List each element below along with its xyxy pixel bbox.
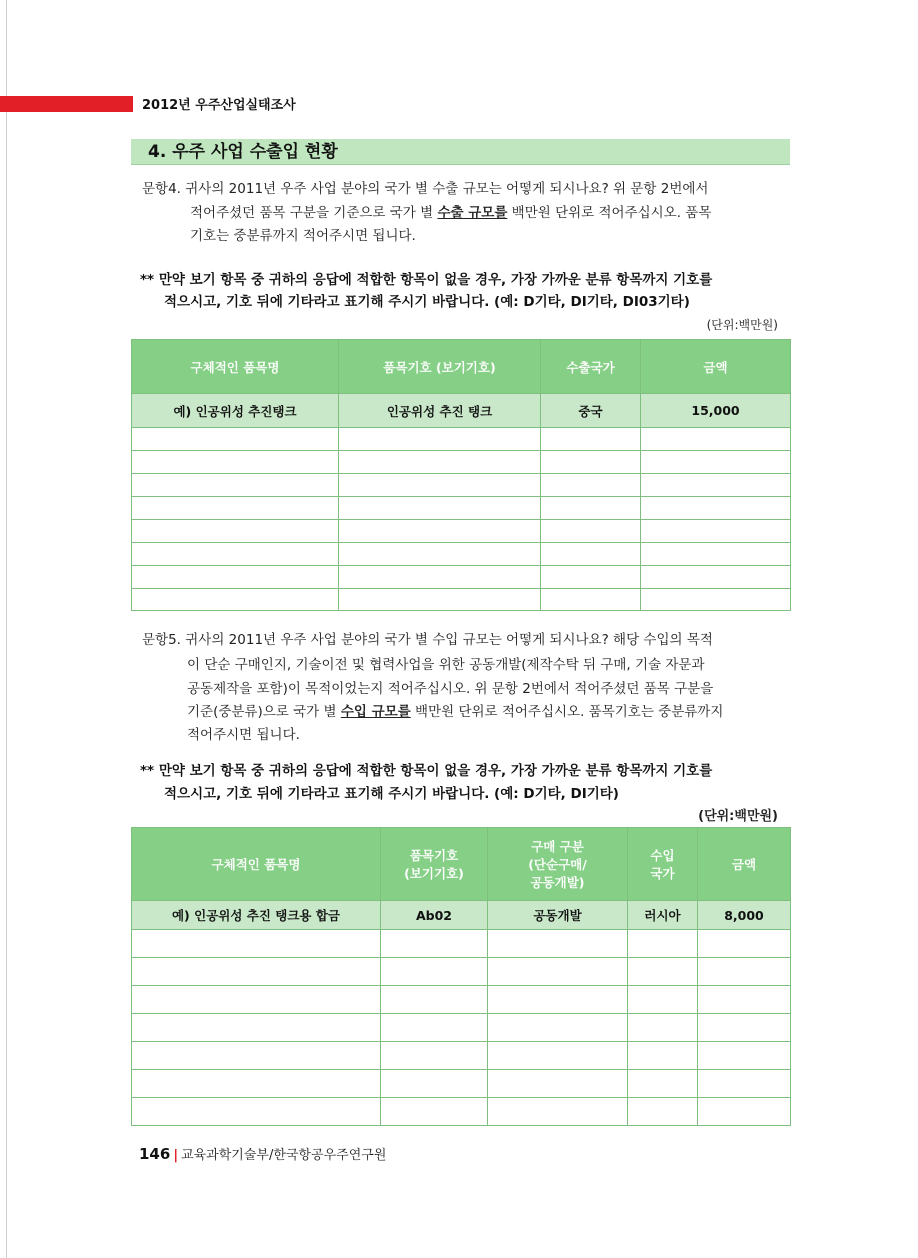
export-blank-row[interactable] xyxy=(132,474,791,497)
import-blank-row[interactable] xyxy=(132,1098,791,1126)
export-blank-row[interactable] xyxy=(132,451,791,474)
section-title: 4. 우주 사업 수출입 현황 xyxy=(131,139,790,165)
q4-note-2: 적으시고, 기호 뒤에 기타라고 표기해 주시기 바랍니다. (예: D기타, DI기타, DI03기타) xyxy=(164,294,690,310)
export-col-amount: 금액 xyxy=(641,340,791,394)
import-example-row xyxy=(132,901,791,930)
export-col-country: 수출국가 xyxy=(541,340,641,394)
q5-line-2: 이 단순 구매인지, 기술이전 및 협력사업을 위한 공동개발(제작수탁 뒤 구매, 기술 자문과 xyxy=(187,657,705,673)
import-example-item: 예) 인공위성 추진 탱크용 합금 xyxy=(132,901,381,930)
q4-note-1: ** 만약 보기 항목 중 귀하의 응답에 적합한 항목이 없을 경우, 가장 가까운 분류 항목까지 기호를 xyxy=(140,272,713,288)
q5-emphasis: 수입 규모를 xyxy=(340,704,411,720)
import-blank-row[interactable] xyxy=(132,958,791,986)
running-header: 2012년 우주산업실태조사 xyxy=(142,98,296,113)
import-example-purchase-type: 공동개발 xyxy=(488,901,628,930)
export-example-country: 중국 xyxy=(541,394,641,428)
import-example-code: Ab02 xyxy=(381,901,488,930)
import-blank-row[interactable] xyxy=(132,1070,791,1098)
import-table xyxy=(131,827,791,1126)
q4-label: 문항4. xyxy=(142,181,181,197)
footer-separator: | xyxy=(173,1148,179,1163)
import-blank-row[interactable] xyxy=(132,1042,791,1070)
q4-text-2a: 적어주셨던 품목 구분을 기준으로 국가 별 xyxy=(190,205,438,221)
export-blank-row[interactable] xyxy=(132,497,791,520)
export-blank-row[interactable] xyxy=(132,520,791,543)
q4-line-1 xyxy=(142,180,708,198)
q5-text-4a: 기준(중분류)으로 국가 별 xyxy=(187,704,341,720)
q5-label: 문항5. xyxy=(142,632,181,648)
export-col-item: 구체적인 품목명 xyxy=(132,340,339,394)
q5-line-3: 공동제작을 포함)이 목적이었는지 적어주십시오. 위 문항 2번에서 적어주셨던 품목 구분을 xyxy=(187,681,714,697)
page-footer xyxy=(139,1144,386,1163)
q5-text-1: 귀사의 2011년 우주 사업 분야의 국가 별 수입 규모는 어떻게 되시나요? 해당 수입의 목적 xyxy=(185,632,713,648)
q4-text-2b: 백만원 단위로 적어주십시오. 품목 xyxy=(507,205,712,221)
export-blank-row[interactable] xyxy=(132,543,791,566)
import-example-country: 러시아 xyxy=(628,901,698,930)
page-edge-line xyxy=(6,0,7,1258)
export-example-item: 예) 인공위성 추진탱크 xyxy=(132,394,339,428)
import-blank-row[interactable] xyxy=(132,1014,791,1042)
q4-emphasis: 수출 규모를 xyxy=(437,205,508,221)
q5-text-4b: 백만원 단위로 적어주십시오. 품목기호는 중분류까지 xyxy=(410,704,724,720)
header-accent-bar xyxy=(0,96,133,112)
q5-note-1: ** 만약 보기 항목 중 귀하의 응답에 적합한 항목이 없을 경우, 가장 가까운 분류 항목까지 기호를 xyxy=(140,763,713,779)
q4-unit: (단위:백만원) xyxy=(706,318,778,332)
export-example-amount: 15,000 xyxy=(641,394,791,428)
import-blank-row[interactable] xyxy=(132,986,791,1014)
import-col-purchase-type: 구매 구분 (단순구매/ 공동개발) xyxy=(488,828,628,901)
import-col-item: 구체적인 품목명 xyxy=(132,828,381,901)
import-example-amount: 8,000 xyxy=(698,901,791,930)
export-blank-row[interactable] xyxy=(132,589,791,611)
q5-line-4 xyxy=(187,703,723,721)
q5-line-5: 적어주시면 됩니다. xyxy=(187,727,300,743)
import-blank-row[interactable] xyxy=(132,930,791,958)
footer-publisher: 교육과학기술부/한국항공우주연구원 xyxy=(181,1148,387,1163)
q4-text-1: 귀사의 2011년 우주 사업 분야의 국가 별 수출 규모는 어떻게 되시나요? 위 문항 2번에서 xyxy=(185,181,709,197)
export-col-code: 품목기호 (보기기호) xyxy=(339,340,541,394)
import-col-country: 수입 국가 xyxy=(628,828,698,901)
q4-line-2 xyxy=(190,204,711,222)
export-blank-row[interactable] xyxy=(132,428,791,451)
import-col-code: 품목기호 (보기기호) xyxy=(381,828,488,901)
export-blank-row[interactable] xyxy=(132,566,791,589)
q4-line-3: 기호는 중분류까지 적어주시면 됩니다. xyxy=(190,228,416,244)
q5-line-1 xyxy=(142,631,713,649)
import-col-amount: 금액 xyxy=(698,828,791,901)
export-table xyxy=(131,339,791,611)
export-example-code: 인공위성 추진 탱크 xyxy=(339,394,541,428)
q5-unit: (단위:백만원) xyxy=(698,809,778,824)
export-example-row xyxy=(132,394,791,428)
page-number: 146 xyxy=(139,1145,171,1163)
q5-note-2: 적으시고, 기호 뒤에 기타라고 표기해 주시기 바랍니다. (예: D기타, DI기타) xyxy=(164,786,619,802)
